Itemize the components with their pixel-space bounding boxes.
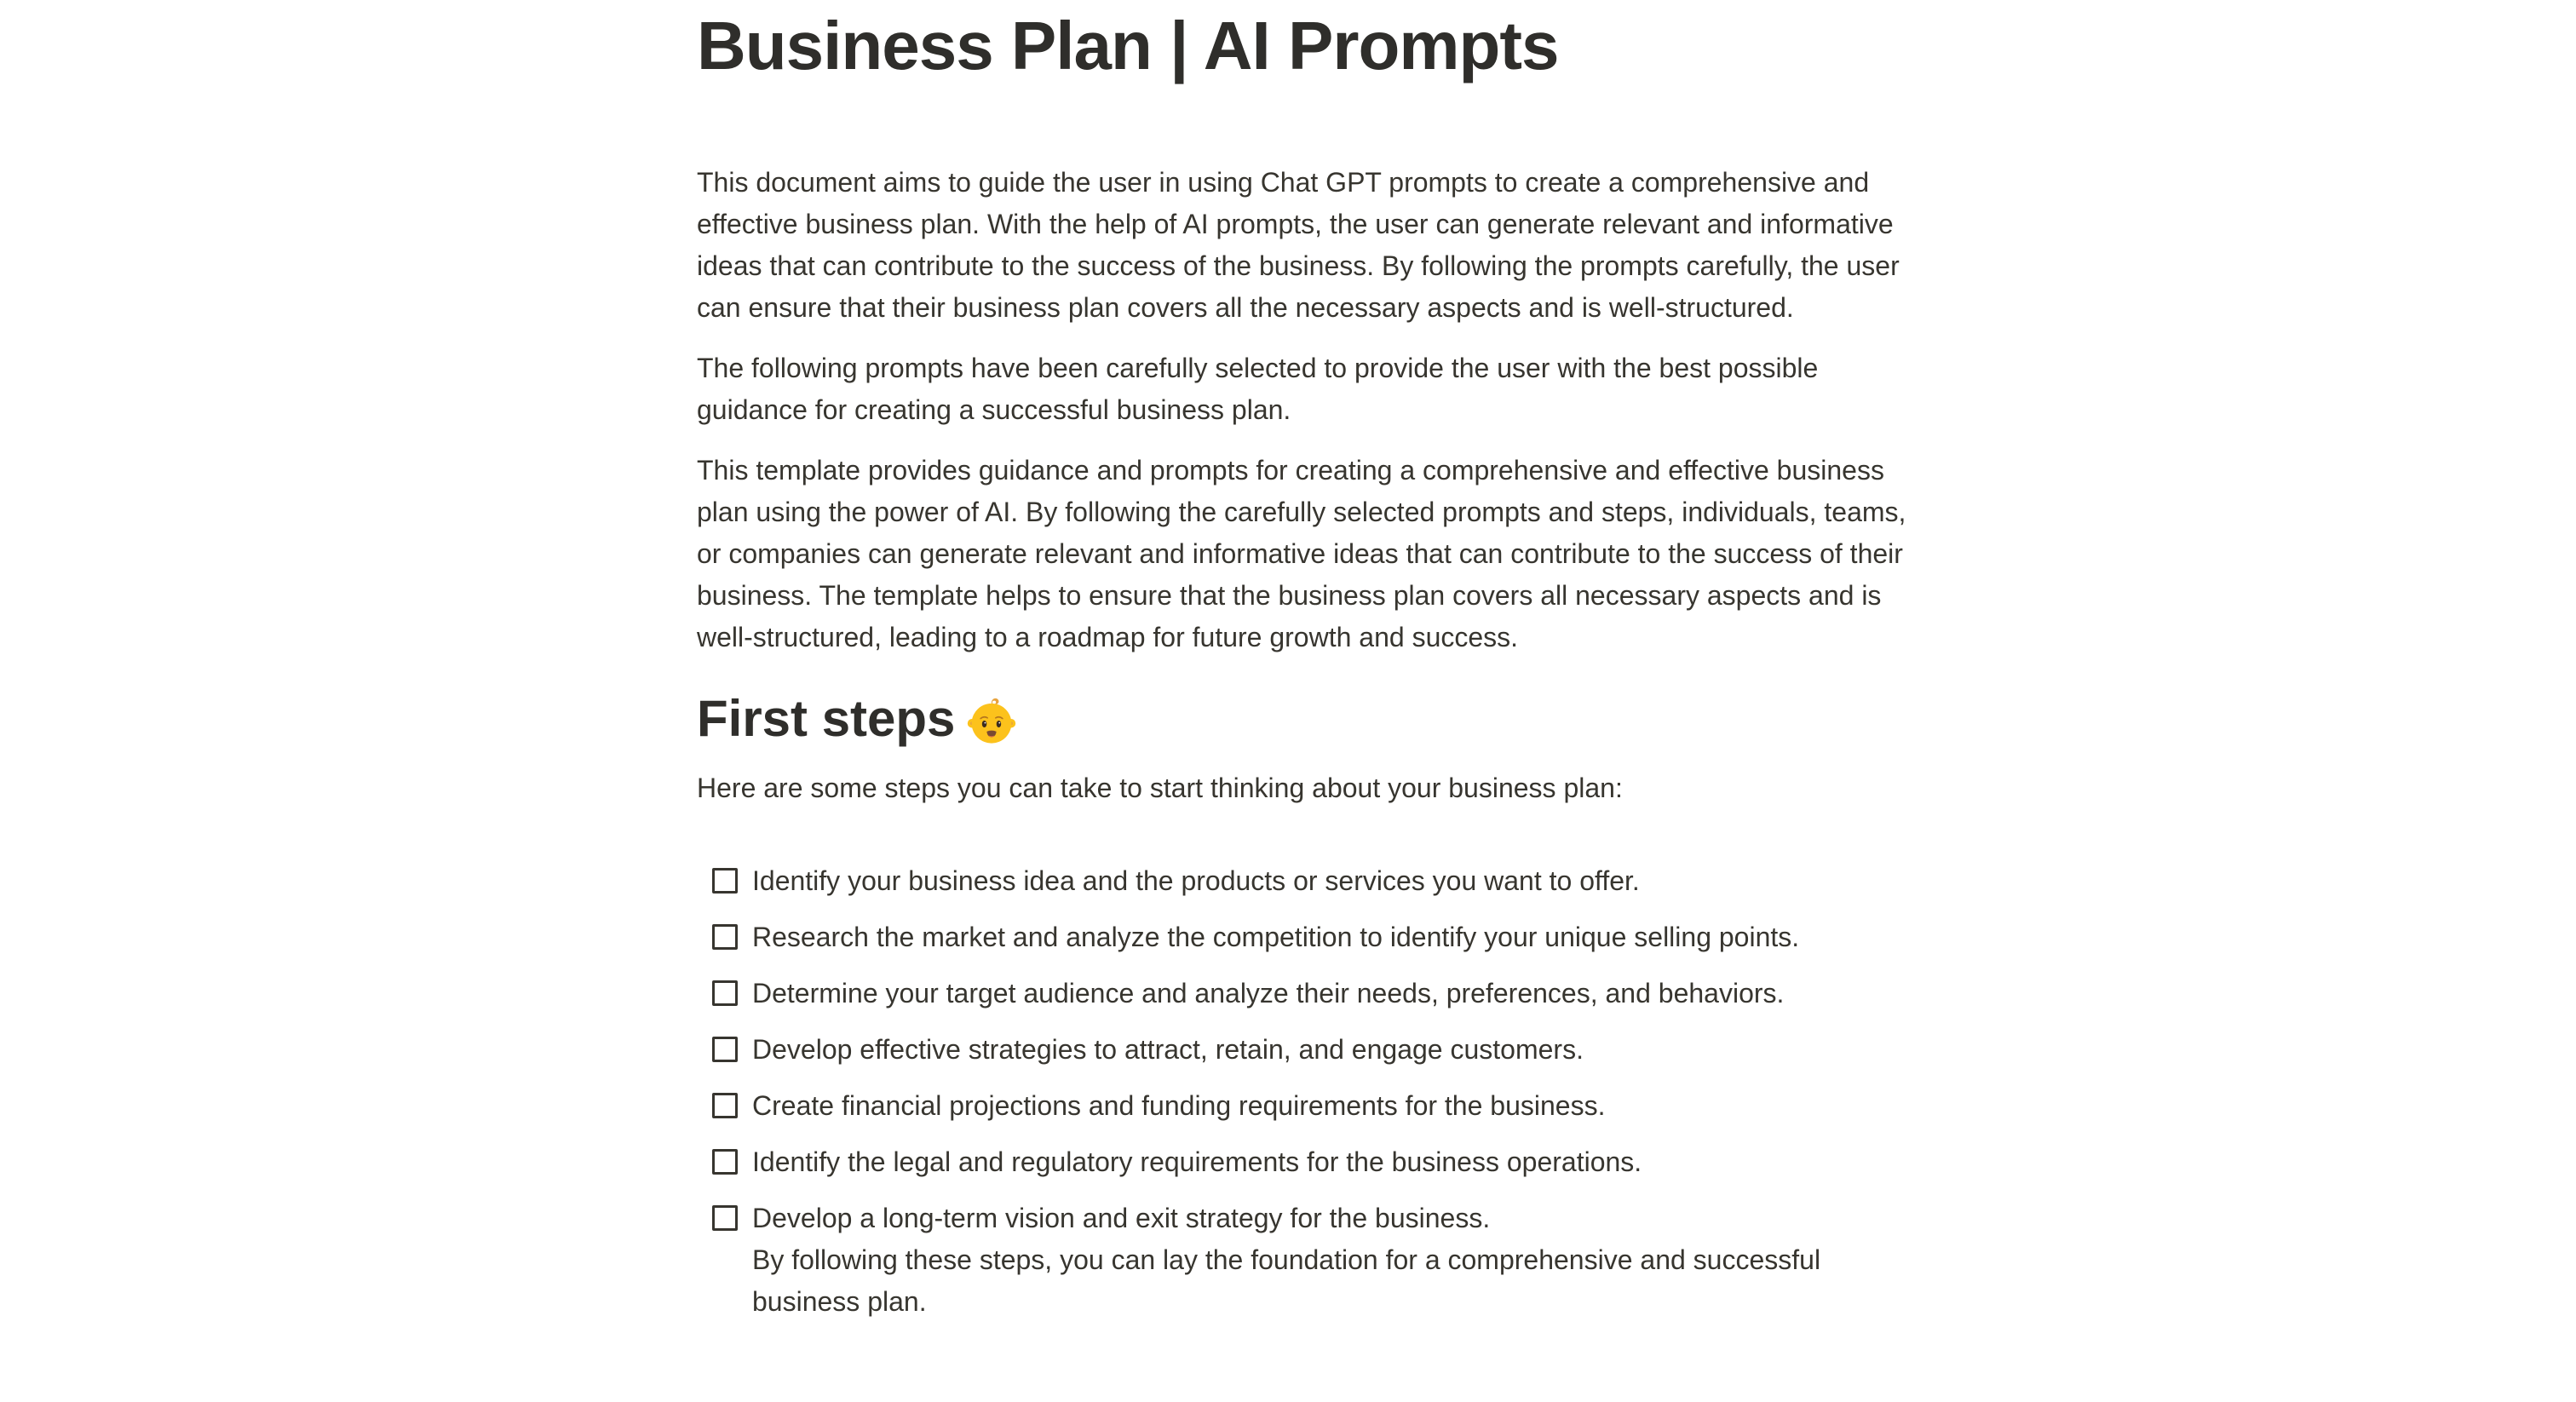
todo-item: [712, 973, 1910, 1014]
todo-checkbox[interactable]: [712, 980, 738, 1006]
document-page: [697, 0, 1910, 1323]
todo-checkbox[interactable]: [712, 868, 738, 893]
todo-item: [712, 1085, 1910, 1127]
steps-intro: Here are some steps you can take to start thinking about your business plan:: [697, 773, 1623, 803]
intro-paragraph-1: This document aims to guide the user in using Chat GPT prompts to create a comprehensive and effective business plan. With the help of AI prompts, the user can generate relevant and informative ideas that can contribute to the success of the business. By following the prompts carefully, the user can ensure that their business plan covers all the necessary aspects and is well-structured.: [697, 167, 1900, 323]
todo-item: [712, 860, 1910, 902]
todo-label-with-closing: [752, 1198, 1910, 1323]
todo-checkbox[interactable]: [712, 1037, 738, 1062]
section-heading-text: First steps: [697, 690, 956, 747]
todo-label: Create financial projections and funding requirements for the business.: [752, 1090, 1606, 1121]
section-heading-first-steps: [697, 687, 1910, 750]
page-title[interactable]: Business Plan | AI Prompts: [697, 8, 1559, 83]
todo-checkbox[interactable]: [712, 1205, 738, 1231]
todo-checkbox[interactable]: [712, 924, 738, 950]
todo-label: Identify the legal and regulatory requirements for the business operations.: [752, 1146, 1642, 1177]
todo-label: Research the market and analyze the competition to identify your unique selling points.: [752, 922, 1800, 952]
intro-paragraph-2: The following prompts have been carefully selected to provide the user with the best possible guidance for creating a successful business plan.: [697, 353, 1819, 425]
todo-item: [712, 916, 1910, 958]
todo-label: Develop effective strategies to attract, retain, and engage customers.: [752, 1034, 1584, 1065]
todo-list: [712, 860, 1910, 1323]
todo-checkbox[interactable]: [712, 1149, 738, 1175]
todo-label: Identify your business idea and the products or services you want to offer.: [752, 865, 1640, 896]
intro-section: [697, 162, 1910, 658]
baby-emoji-icon: [967, 696, 1016, 745]
intro-paragraph-3: This template provides guidance and prompts for creating a comprehensive and effective business plan using the power of AI. By following the carefully selected prompts and steps, individuals, teams, or companies can generate relevant and informative ideas that can contribute to the success of their business. The template helps to ensure that the business plan covers all necessary aspects and is well-structured, leading to a roadmap for future growth and success.: [697, 455, 1906, 652]
todo-item: [712, 1198, 1910, 1323]
todo-item: [712, 1029, 1910, 1071]
todo-checkbox[interactable]: [712, 1093, 738, 1118]
todo-item: [712, 1141, 1910, 1183]
todo-label: Develop a long-term vision and exit strategy for the business.: [752, 1203, 1491, 1233]
steps-closing: By following these steps, you can lay the foundation for a comprehensive and successful business plan.: [752, 1244, 1821, 1317]
todo-label: Determine your target audience and analyze their needs, preferences, and behaviors.: [752, 978, 1785, 1008]
